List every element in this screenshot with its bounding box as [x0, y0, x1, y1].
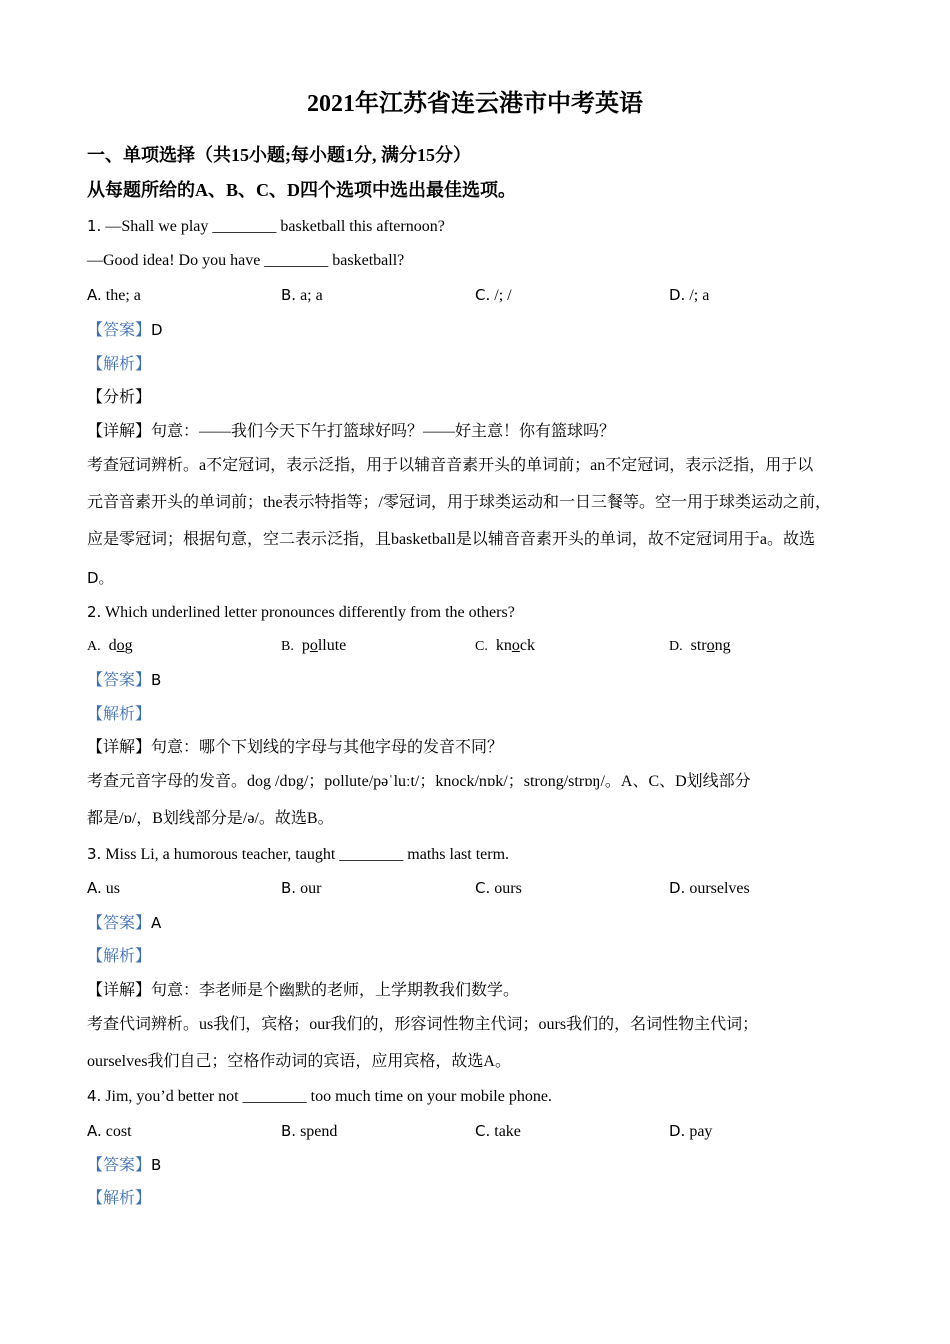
q3-option-c: C. ours: [475, 879, 522, 897]
q3-option-d: D. ourselves: [669, 879, 750, 897]
question-3-stem: 3. Miss Li, a humorous teacher, taught ________ maths last term.: [87, 845, 510, 863]
q3-option-b: B. our: [281, 879, 322, 897]
q1-analysis-tag: 【解析】: [87, 356, 152, 373]
q3-answer: 【答案】A: [87, 914, 162, 932]
page-title: 2021年江苏省连云港市中考英语: [307, 91, 643, 117]
section-instruction: 从每题所给的A、B、C、D四个选项中选出最佳选项。: [87, 180, 517, 200]
q3-analysis-tag: 【解析】: [87, 948, 152, 965]
q1-explanation-3: 应是零冠词；根据句意，空二表示泛指，且basketball是以辅音音素开头的单词，故不定冠词用于a。故选: [87, 531, 815, 548]
q3-option-a: A. us: [87, 879, 120, 897]
q1-fenxi-tag: 【分析】: [87, 389, 152, 406]
q2-option-c: C. knock: [475, 637, 535, 654]
q1-option-b: B. a; a: [281, 286, 323, 304]
q1-explanation-4: D。: [87, 569, 114, 587]
q2-option-b: B. pollute: [281, 637, 347, 654]
q4-option-c: C. take: [475, 1122, 521, 1140]
question-number: 1.: [87, 217, 102, 235]
q2-analysis-tag: 【解析】: [87, 706, 152, 723]
question-1-line2: —Good idea! Do you have ________ basketball?: [87, 252, 405, 269]
q1-option-c: C. /; /: [475, 286, 512, 304]
section-heading: 一、单项选择（共15小题;每小题1分, 满分15分）: [87, 145, 471, 165]
question-2-stem: 2. Which underlined letter pronounces differently from the others?: [87, 603, 515, 621]
q2-answer: 【答案】B: [87, 671, 162, 689]
q2-explanation-2: 都是/ɒ/，B划线部分是/ə/。故选B。: [87, 810, 334, 827]
q4-answer: 【答案】B: [87, 1156, 162, 1174]
q4-option-b: B. spend: [281, 1122, 338, 1140]
question-1-stem: [87, 214, 867, 239]
question-4-stem: 4. Jim, you’d better not ________ too much time on your mobile phone.: [87, 1087, 552, 1105]
question-text: —Shall we play ________ basketball this afternoon?: [105, 218, 445, 235]
q1-option-d: D. /; a: [669, 286, 710, 304]
q4-option-d: D. pay: [669, 1122, 713, 1140]
q2-option-a: A. dog: [87, 637, 133, 654]
q2-explanation-1: 考查元音字母的发音。dog /dɒg/；pollute/pəˈluːt/；knock/nɒk/；strong/strɒŋ/。A、C、D划线部分: [87, 773, 751, 790]
q3-explanation-1: 考查代词辨析。us我们，宾格；our我们的，形容词性物主代词；ours我们的，名词性物主代词；: [87, 1016, 759, 1033]
q1-option-a: A. the; a: [87, 286, 141, 304]
q2-option-d: D. strong: [669, 637, 731, 654]
q1-explanation-2: 元音音素开头的单词前；the表示特指等；/零冠词，用于球类运动和一日三餐等。空一用于球类运动之前，: [87, 494, 831, 511]
q2-detail: 【详解】句意：哪个下划线的字母与其他字母的发音不同？: [87, 739, 504, 756]
q1-detail: 【详解】句意：——我们今天下午打篮球好吗？——好主意！你有篮球吗？: [87, 423, 616, 440]
q4-option-a: A. cost: [87, 1122, 132, 1140]
q1-explanation-1: 考查冠词辨析。a不定冠词，表示泛指，用于以辅音音素开头的单词前；an不定冠词，表示泛指，用于以: [87, 457, 814, 474]
q1-answer: 【答案】D: [87, 321, 163, 339]
q3-detail: 【详解】句意：李老师是个幽默的老师，上学期教我们数学。: [87, 982, 520, 999]
q3-explanation-2: ourselves我们自己；空格作动词的宾语，应用宾格，故选A。: [87, 1053, 511, 1070]
q4-analysis-tag: 【解析】: [87, 1190, 152, 1207]
